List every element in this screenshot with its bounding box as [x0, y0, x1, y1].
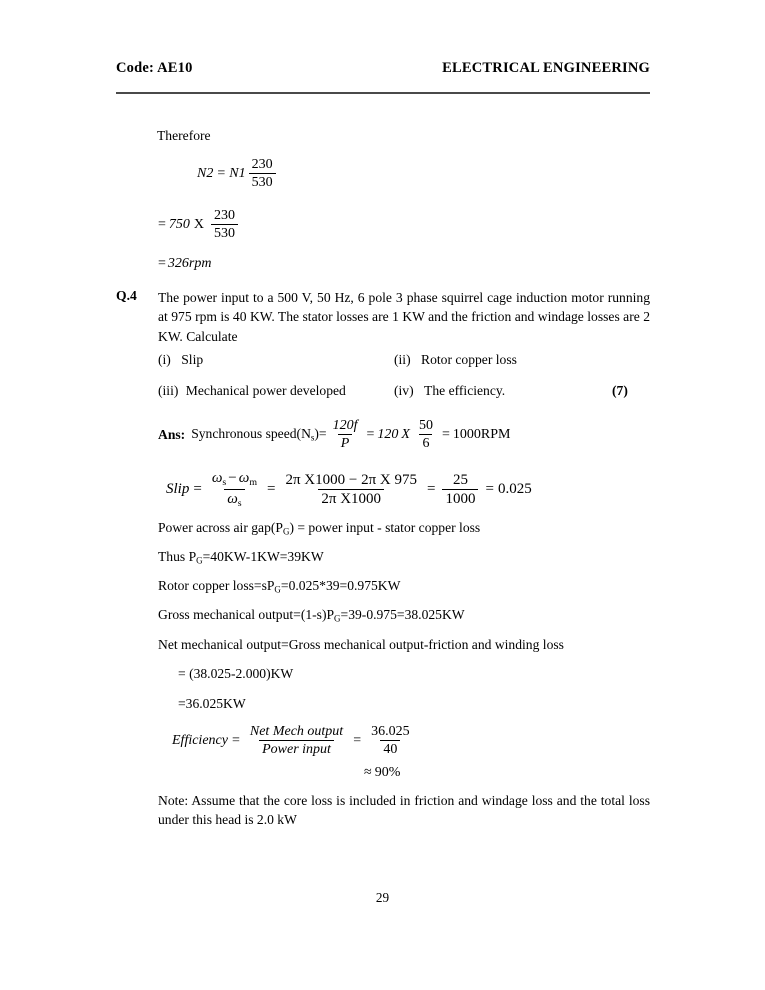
text-run: =0.025*39=0.975KW: [280, 578, 401, 593]
slip-result: 0.025: [497, 481, 532, 498]
therefore-label: Therefore: [157, 128, 211, 143]
net-calc-line-1: = (38.025-2.000)KW: [178, 666, 294, 681]
slip-frac3-num: 25: [452, 472, 468, 489]
part-iii-label: Mechanical power developed: [185, 383, 346, 398]
text-run: Rotor copper loss=sP: [158, 578, 275, 593]
sync-equals-2: =: [441, 426, 450, 442]
exam-code: Code: AE10: [116, 60, 193, 76]
equation-750: [158, 208, 241, 241]
line-rotor-copper-loss: [158, 577, 400, 596]
question-text: The power input to a 500 V, 50 Hz, 6 pole 3 phase squirrel cage induction motor running at 975 rpm is 40 KW. The stator losses are 1 KW and the friction and windage losses are 2 KW. Calculate: [158, 290, 650, 344]
question-part-iii: [158, 383, 346, 399]
text-run: Thus P: [158, 549, 197, 564]
eq-750-times: X: [193, 216, 205, 232]
text-run: =40KW-1KW=39KW: [202, 549, 324, 564]
slip-frac1-den: [224, 489, 244, 509]
part-i-roman: (i): [158, 352, 171, 367]
eq-n2-fraction: [249, 157, 276, 190]
part-iv-label: The efficiency.: [424, 383, 506, 398]
slip-frac1-num: [209, 470, 260, 489]
slip-den-omega-sub: s: [237, 498, 242, 510]
eff-frac2-num: 36.025: [371, 724, 410, 739]
slip-equals-2: =: [427, 481, 436, 498]
part-iii-roman: (iii): [158, 383, 179, 398]
slip-label: Slip: [166, 481, 190, 498]
slip-minus: −: [228, 470, 237, 486]
equation-efficiency: [172, 724, 416, 757]
part-ii-label: Rotor copper loss: [421, 352, 517, 367]
efficiency-fraction-1: [247, 724, 346, 757]
question-part-ii: [394, 352, 517, 368]
answer-sync-speed-line: [158, 418, 510, 451]
question-marks: (7): [612, 383, 628, 398]
page-header: [116, 60, 650, 77]
eq-n2-numerator: 230: [251, 157, 273, 172]
eq-result-unit: rpm: [188, 256, 212, 271]
eff-frac1-den: Power input: [259, 740, 334, 757]
page-number: 29: [375, 890, 390, 905]
subject-title: ELECTRICAL ENGINEERING: [442, 60, 650, 76]
part-ii-roman: (ii): [394, 352, 411, 367]
slip-equals-3: =: [485, 481, 494, 498]
sync-coeff: 120: [377, 426, 399, 442]
efficiency-approx: ≈: [364, 765, 372, 780]
line-air-gap-power: [158, 519, 480, 538]
part-i-label: Slip: [181, 352, 204, 367]
slip-frac3-den: 1000: [442, 489, 478, 507]
equation-slip: [166, 470, 532, 510]
sync-times: X: [401, 426, 410, 442]
question-part-iv: [394, 383, 505, 399]
part-iv-roman: (iv): [394, 383, 414, 398]
slip-equals-0: =: [193, 481, 202, 498]
eff-frac1-num: Net Mech output: [249, 724, 344, 739]
slip-omega-s-sub: s: [222, 476, 227, 488]
eq-result-value: 326: [167, 256, 189, 271]
eff-frac2-den: 40: [380, 740, 400, 757]
eq-n2-n1: N1: [229, 165, 246, 181]
text-run: Gross mechanical output=(1-s)P: [158, 607, 335, 622]
text-run: Power across air gap(P: [158, 520, 283, 535]
slip-fraction-3: [442, 472, 478, 507]
line-thus-pg: [158, 548, 324, 567]
sync-frac1-num: 120f: [332, 418, 358, 433]
slip-omega-s: ω: [211, 470, 223, 486]
eq-result-equals: =: [158, 256, 166, 271]
header-divider: [116, 92, 650, 94]
sync-speed-subscript: s: [310, 432, 315, 443]
text-run: =39-0.975=38.025KW: [340, 607, 465, 622]
slip-equals-1: =: [267, 481, 276, 498]
eq-n2-denominator: 530: [249, 173, 276, 190]
sync-speed-text-end: )=: [314, 426, 327, 442]
sync-result: 1000RPM: [452, 426, 511, 442]
slip-frac2-den: 2π X1000: [318, 489, 384, 507]
eq-n2-equals: =: [217, 165, 226, 181]
eq-750-value: 750: [168, 216, 190, 232]
line-net-mechanical-output: [158, 636, 564, 654]
efficiency-fraction-2: [368, 724, 413, 757]
text-run: ) = power input - stator copper loss: [289, 520, 481, 535]
sync-frac2-num: 50: [418, 418, 433, 433]
equation-result-rpm: [158, 256, 211, 272]
efficiency-result-line: [364, 765, 400, 781]
slip-fraction-1: [209, 470, 260, 510]
eq-750-denominator: 530: [211, 224, 238, 241]
eq-750-equals: =: [158, 216, 166, 232]
eq-n2-lhs: N2: [197, 165, 214, 181]
sync-speed-fraction-1: [330, 418, 361, 451]
answer-note: Note: Assume that the core loss is included in friction and windage loss and the total loss under this head is 2.0 kW: [158, 793, 650, 828]
efficiency-result: 90%: [374, 765, 401, 780]
sync-frac2-den: 6: [419, 434, 432, 451]
line-gross-mechanical-output: [158, 606, 465, 625]
text-run: Net mechanical output=Gross mechanical output-friction and winding loss: [158, 637, 564, 652]
question-part-i: [158, 352, 203, 368]
subscript-text: G: [282, 526, 290, 537]
slip-frac2-num: 2π X1000 − 2π X 975: [285, 472, 417, 489]
sync-speed-text: [191, 426, 326, 443]
sync-frac1-den: P: [338, 434, 353, 451]
eq-750-fraction: [211, 208, 238, 241]
slip-omega-m: ω: [238, 470, 250, 486]
sync-speed-text-main: Synchronous speed(N: [191, 426, 311, 442]
efficiency-label: Efficiency: [172, 732, 228, 748]
question-number: Q.4: [116, 288, 137, 303]
subscript-text: G: [334, 613, 341, 624]
sync-speed-fraction-2: [416, 418, 436, 451]
sync-equals-1: =: [366, 426, 375, 442]
net-calc-line-2: =36.025KW: [178, 696, 246, 711]
equation-n2: [197, 157, 279, 190]
slip-omega-m-sub: m: [249, 476, 257, 488]
efficiency-equals-1: =: [353, 732, 362, 748]
subscript-text: G: [196, 555, 203, 566]
eq-750-numerator: 230: [214, 208, 236, 223]
subscript-text: G: [274, 584, 281, 595]
slip-fraction-2: [282, 472, 420, 507]
ans-label: Ans:: [158, 426, 186, 442]
efficiency-equals-0: =: [231, 732, 240, 748]
slip-den-omega: ω: [227, 491, 238, 508]
